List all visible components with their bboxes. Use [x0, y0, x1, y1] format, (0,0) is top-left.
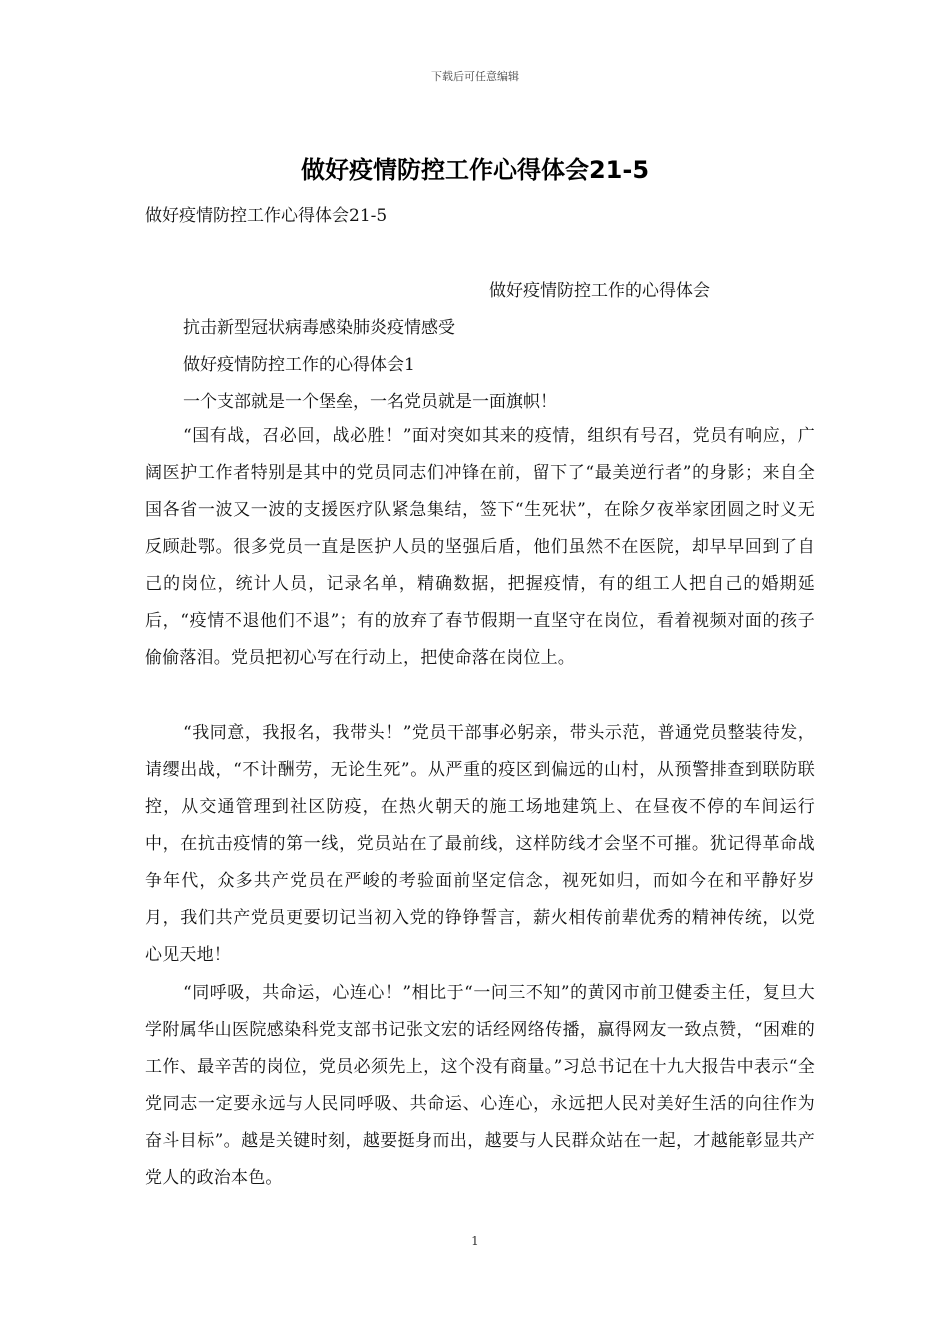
document-subtitle: 做好疫情防控工作心得体会21-5 [145, 206, 388, 226]
page-number: 1 [471, 1234, 479, 1248]
paragraph-block [145, 418, 815, 677]
body-line-2: 做好疫情防控工作的心得体会1 [183, 355, 415, 375]
header-note: 下载后可任意编辑 [431, 70, 519, 83]
section-heading: 做好疫情防控工作的心得体会 [489, 281, 710, 301]
body-line-1: 抗击新型冠状病毒感染肺炎疫情感受 [183, 318, 455, 338]
document-title: 做好疫情防控工作心得体会21-5 [300, 156, 650, 184]
paragraph-2: “我同意，我报名，我带头！”党员干部事必躬亲，带头示范，普通党员整装待发，请缨出战，“不计酬劳，无论生死”。从严重的疫区到偏远的山村，从预警排查到联防联控，从交通管理到社区防疫，在热火朝天的施工场地建筑上、在昼夜不停的车间运行中，在抗击疫情的第一线，党员站在了最前线，这样防线才会坚不可摧。犹记得革命战争年代，众多共产党员在严峻的考验面前坚定信念，视死如归，而如今在和平静好岁月，我们共产党员更要切记当初入党的铮铮誓言，薪火相传前辈优秀的精神传统，以党心见天地！ [145, 723, 815, 965]
paragraph-block [145, 715, 815, 974]
paragraph-block [145, 975, 815, 1197]
body-line-3: 一个支部就是一个堡垒，一名党员就是一面旗帜！ [183, 392, 557, 412]
paragraph-1: “国有战，召必回，战必胜！”面对突如其来的疫情，组织有号召，党员有响应，广阔医护工作者特别是其中的党员同志们冲锋在前，留下了“最美逆行者”的身影；来自全国各省一波又一波的支援医疗队紧急集结，签下“生死状”，在除夕夜举家团圆之时义无反顾赴鄂。很多党员一直是医护人员的坚强后盾，他们虽然不在医院，却早早回到了自己的岗位，统计人员，记录名单，精确数据，把握疫情，有的组工人把自己的婚期延后，“疫情不退他们不退”；有的放弃了春节假期一直坚守在岗位，看着视频对面的孩子偷偷落泪。党员把初心写在行动上，把使命落在岗位上。 [145, 426, 815, 668]
paragraph-3: “同呼吸，共命运，心连心！”相比于“一问三不知”的黄冈市前卫健委主任，复旦大学附属华山医院感染科党支部书记张文宏的话经网络传播，赢得网友一致点赞，“困难的工作、最辛苦的岗位，党员必须先上，这个没有商量。”习总书记在十九大报告中表示“全党同志一定要永远与人民同呼吸、共命运、心连心，永远把人民对美好生活的向往作为奋斗目标”。越是关键时刻，越要挺身而出，越要与人民群众站在一起，才越能彰显共产党人的政治本色。 [145, 983, 815, 1188]
